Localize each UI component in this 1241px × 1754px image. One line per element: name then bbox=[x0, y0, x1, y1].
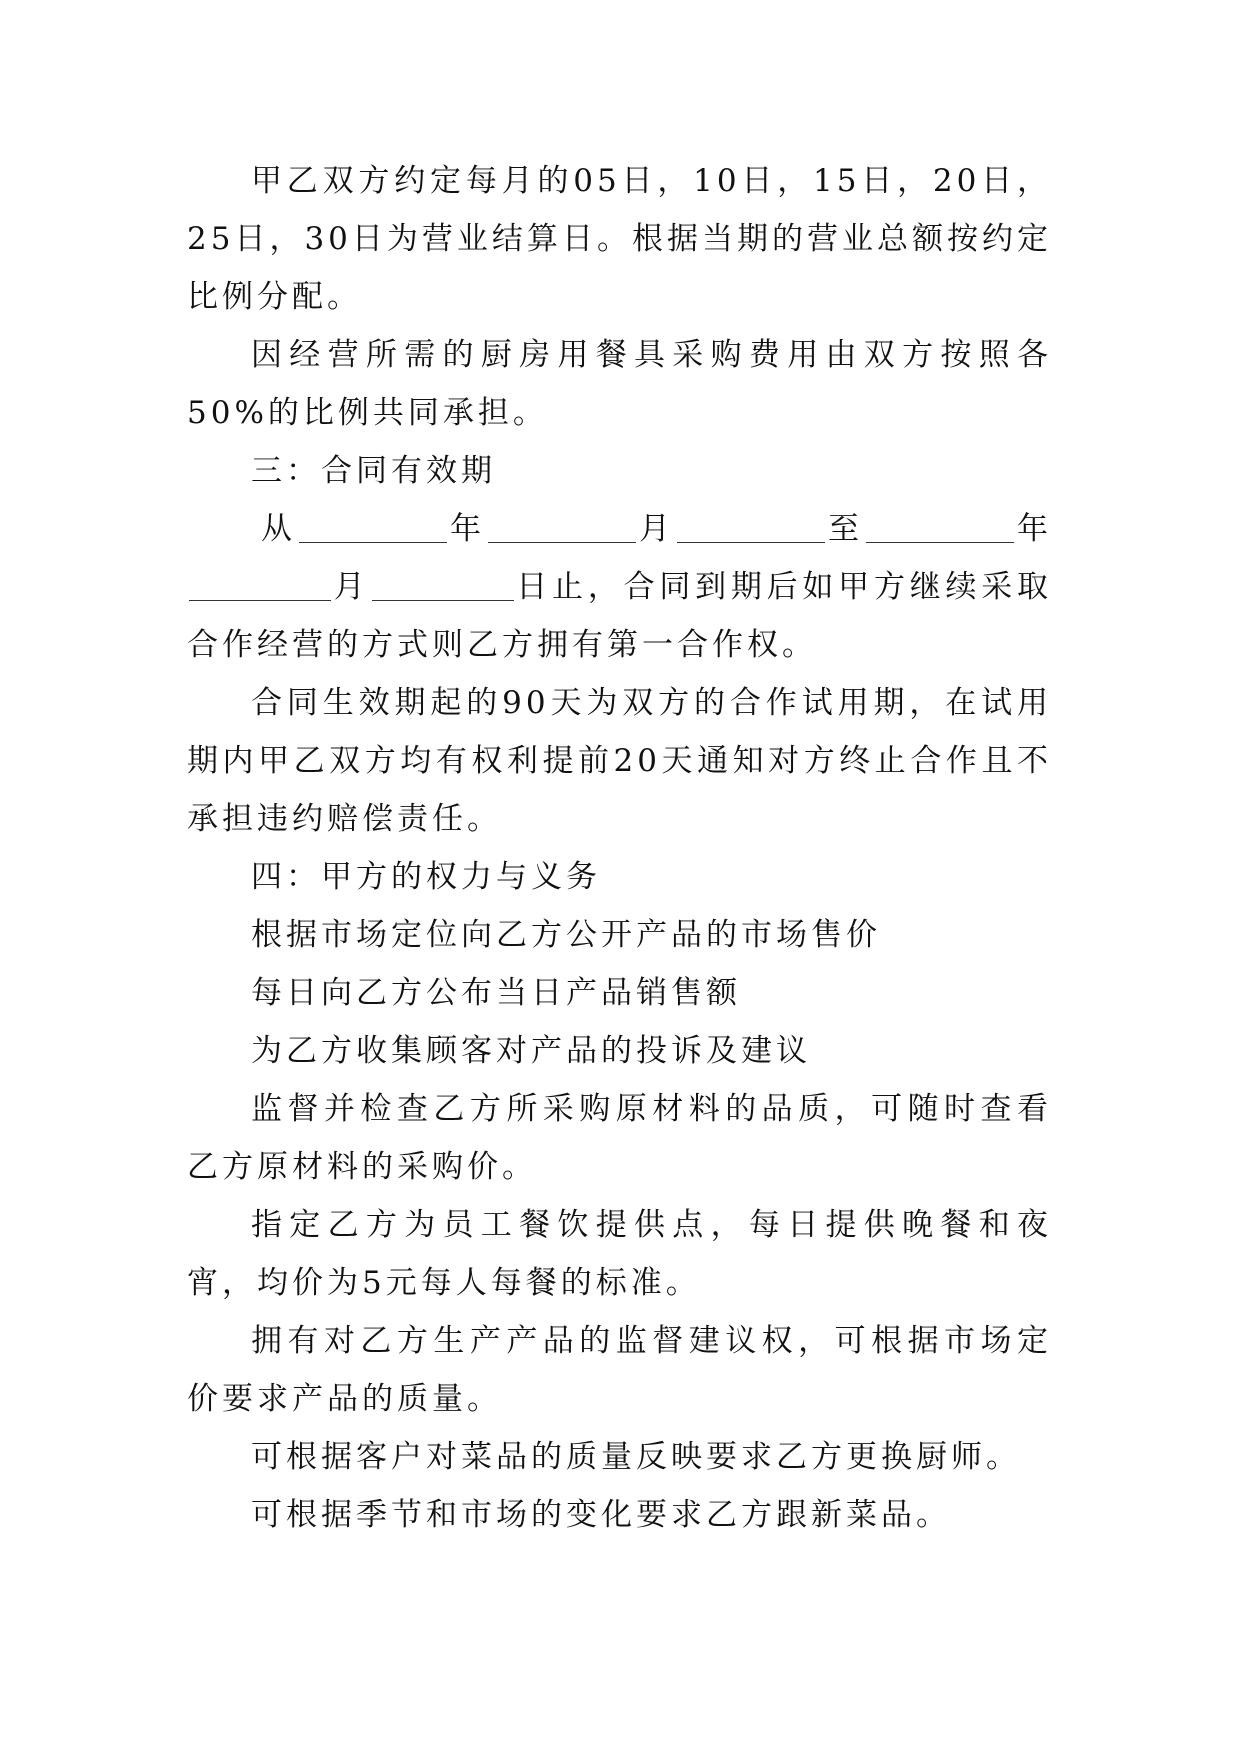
start-year-label: 年 bbox=[449, 511, 486, 547]
product-supervision-item: 拥有对乙方生产产品的监督建议权，可根据市场定价要求产品的质量。 bbox=[187, 1323, 1052, 1417]
end-month-label: 月 bbox=[333, 569, 370, 605]
daily-sales-item: 每日向乙方公布当日产品销售额 bbox=[251, 975, 741, 1011]
staff-meal-item: 指定乙方为员工餐饮提供点，每日提供晚餐和夜宵，均价为5元每人每餐的标准。 bbox=[187, 1207, 1052, 1301]
party-a-rights-heading: 四：甲方的权力与义务 bbox=[251, 859, 601, 895]
settlement-day-paragraph: 甲乙双方约定每月的05日，10日，15日，20日，25日，30日为营业结算日。根据当期的营业总额按约定比例分配。 bbox=[187, 163, 1052, 315]
start-month-blank bbox=[488, 541, 636, 543]
customer-feedback-item: 为乙方收集顾客对产品的投诉及建议 bbox=[251, 1033, 811, 1069]
start-year-blank bbox=[299, 541, 447, 543]
end-month-blank bbox=[189, 599, 331, 601]
date-to-blank bbox=[677, 541, 825, 543]
trial-period-paragraph: 合同生效期起的90天为双方的合作试用期，在试用期内甲乙双方均有权利提前20天通知对方终止合作且不承担违约赔偿责任。 bbox=[187, 685, 1052, 837]
document-body bbox=[187, 152, 1052, 1544]
contract-date-clause bbox=[187, 500, 1052, 674]
kitchenware-cost-paragraph: 因经营所需的厨房用餐具采购费用由双方按照各50%的比例共同承担。 bbox=[187, 337, 1052, 431]
end-year-blank bbox=[866, 541, 1014, 543]
material-inspection-item: 监督并检查乙方所采购原材料的品质，可随时查看乙方原材料的采购价。 bbox=[187, 1091, 1052, 1185]
start-month-label: 月 bbox=[638, 511, 675, 547]
menu-update-item: 可根据季节和市场的变化要求乙方跟新菜品。 bbox=[251, 1497, 951, 1533]
chef-replacement-item: 可根据客户对菜品的质量反映要求乙方更换厨师。 bbox=[251, 1439, 1021, 1475]
date-clause-ending: 日止，合同到期后如甲方继续采取合作经营的方式则乙方拥有第一合作权。 bbox=[187, 569, 1053, 663]
market-price-item: 根据市场定位向乙方公开产品的市场售价 bbox=[251, 917, 881, 953]
date-from-label: 从 bbox=[261, 511, 297, 547]
date-to-label: 至 bbox=[827, 511, 864, 547]
contract-validity-heading: 三：合同有效期 bbox=[251, 453, 496, 489]
end-year-label: 年 bbox=[1016, 511, 1052, 547]
end-day-blank bbox=[372, 599, 514, 601]
